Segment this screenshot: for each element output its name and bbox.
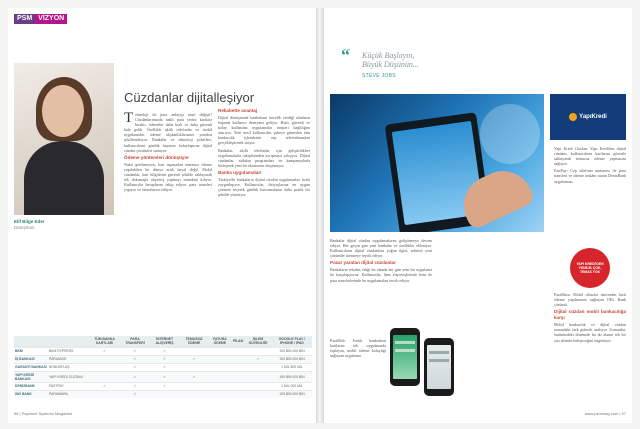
app-name: FASTPAY: [48, 382, 88, 390]
download-count: 150 BİN 000 BİN: [272, 371, 312, 382]
brand-label: PSM: [14, 14, 35, 24]
payment-text: Nakit gerekmeyen, kart taşımadan temassız ödeme yapılabilen bir dünya artık hayal değil. Mobil cüzdanlar, kart bilgilerini güvenli şekilde saklayarak tek dokunuşla alışveriş yapmayı mümkün kılıyor. Kullanıcılar hesaplarını takip ediyor, para transferi yapıyor ve faturalarını ödüyor.: [124, 161, 212, 193]
table-header-cell: GOOGLE PLAY / İPHONE / IPAD: [272, 336, 312, 347]
article-column-1: [124, 112, 212, 332]
feature-check: [208, 363, 232, 371]
feature-check: [208, 347, 232, 355]
right-intro-text: Bankalar dijital cüzdan uygulamalarını geliştirmeye devam ediyor. Her geçen gün yeni bankalar ve özellikler ekleniyor. Kullanıcıların dijital cüzdanlara yoğun ilgisi, sektörü yeni çözümler üretmeye teşvik ediyor.: [330, 238, 432, 259]
paramara-text: ParaMara: Mobil cihazlar üzerinden hızlı ödeme yapılmasını sağlayan ING Bank çözümü.: [554, 292, 626, 308]
app-name: BKM EXPRESS: [48, 347, 88, 355]
table-header-cell: TEMASSIZ ÖDEME: [180, 336, 208, 347]
right-column-3: [554, 146, 626, 246]
feature-check: ✓: [180, 355, 208, 363]
section-header: [14, 14, 67, 24]
left-page: [8, 8, 316, 423]
market-text: Bankaların rekabet ettiği bu alanda her gün yeni bir uygulama ile karşılaşıyoruz. Kullanıcılar, hem alışverişlerinde hem de para transferlerinde bu uygulamaları tercih ediyor.: [330, 267, 432, 283]
feature-check: [244, 390, 272, 398]
sponsor-name: YapıKredi: [579, 114, 607, 120]
feature-check: [244, 382, 272, 390]
feature-check: ✓: [121, 390, 149, 398]
author-role: Danışman: [14, 225, 35, 230]
subheading-payment: Ödeme yöntemleri dönüşüyor: [124, 154, 190, 160]
feature-check: [232, 347, 244, 355]
tablet-photo: [330, 94, 544, 232]
page-folio-right: www.psmmag.com | 57: [584, 411, 626, 416]
table-row: [14, 390, 312, 398]
feature-check: [208, 371, 232, 382]
feature-check: ✓: [149, 371, 180, 382]
table-row: [14, 363, 312, 371]
pull-quote: [362, 51, 419, 69]
author-portrait: [14, 63, 114, 215]
article-column-2: [218, 106, 310, 332]
feature-check: ✓: [149, 382, 180, 390]
feature-check: [208, 382, 232, 390]
feature-check: [232, 382, 244, 390]
feature-check: ✓: [149, 347, 180, 355]
feature-check: [180, 382, 208, 390]
subheading-future: Dijital cüzdan mobil bankacılığa karşı: [554, 309, 626, 321]
quote-line-2: Büyük Düşünün...: [362, 60, 419, 69]
download-count: 1 MİL 500 MİL: [272, 363, 312, 371]
table-row: [14, 371, 312, 382]
feature-check: [232, 363, 244, 371]
feature-check: ✓: [121, 355, 149, 363]
table-header-cell: FATURA ÖDEME: [208, 336, 232, 347]
feature-check: [180, 347, 208, 355]
feature-check: [232, 355, 244, 363]
paramob-text: ParaMob: Farklı bankaların kartlarını tek uygulamada toplayan, mobil ödeme kolaylığı sağlayan uygulama.: [330, 338, 386, 359]
table-row: [14, 355, 312, 363]
table-row: [14, 382, 312, 390]
security-text: Dijital dönüşümde bankaların öncelik verdiği alanların başında kullanıcı deneyimi geliyor. Hızlı, güvenli ve kolay kullanılan uygulamalar müşteri bağlılığını artırıyor. Yeni nesil kullanıcılar, şubeye gitmeden tüm bankacılık işlemlerini cep telefonlarından gerçekleştirmek istiyor.: [218, 115, 310, 146]
app-name: BONUSFLAŞ: [48, 363, 88, 371]
bank-name: GARANTİ BANKASI: [15, 365, 47, 369]
table-header-row: [14, 336, 312, 347]
subheading-security: Rekabette avantaj: [218, 108, 258, 113]
feature-check: ✓: [88, 382, 121, 390]
feature-check: ✓: [149, 363, 180, 371]
feature-check: [180, 390, 208, 398]
table-header-cell: İŞLEM GÜVENLİĞİ: [244, 336, 272, 347]
quote-line-1: Küçük Başlayın,: [362, 51, 415, 60]
feature-check: ✓: [180, 371, 208, 382]
table-header-cell: TÜM BANKA KARTLARI: [88, 336, 121, 347]
phone-image-2: [424, 338, 454, 396]
feature-check: [88, 390, 121, 398]
right-column-4: [554, 292, 626, 408]
comparison-table: [14, 336, 312, 398]
table-header-cell: PİLAN: [232, 336, 244, 347]
feature-check: [88, 355, 121, 363]
feature-check: [244, 371, 272, 382]
bank-name: BKM: [14, 347, 48, 355]
feature-check: [232, 390, 244, 398]
feature-check: ✓: [121, 382, 149, 390]
feature-check: [244, 347, 272, 355]
yapikredi-text: Yapı Kredi Cüzdan: Yapı Kredi'nin dijital cüzdanı, kullanıcıların kartlarını güvenle saklayarak temassız ödeme yapmasını sağlıyor.: [554, 146, 626, 167]
table-header-cell: İNTERNET ALIŞVERİŞ: [149, 336, 180, 347]
table-header-cell: PARA TRANSFERİ: [121, 336, 149, 347]
feature-check: [208, 355, 232, 363]
promo-badge: YAPI KREDİ'DEN YENİLİK ÇOK, TEMAS YOK: [570, 248, 610, 288]
quote-author: STEVE JOBS: [362, 73, 396, 79]
table-row: [14, 347, 312, 355]
feature-check: [149, 390, 180, 398]
banking-text: Türkiye'de bankaların dijital cüzdan uygulamaları hızla yaygınlaşıyor. Kullanıcılar, ihtiyaçlarına en uygun çözümü seçerek günlük harcamalarını daha pratik bir şekilde yönetiyor.: [218, 176, 310, 198]
intro-text: eknoloji ile para anlayışı nasıl değişti? Cüzdanlarımızda nakit para yerini kartlara bıraktı, ödemeler daha hızlı ve daha güvenli hale geldi. Özellikle akıllı telefonlar ve mobil uygulamalar, ödeme alışkanlıklarımızı yeniden şekillendiriyor. Bankalar ve teknoloji şirketleri, kullanıcıların günlük hayatını kolaylaştıran dijital cüzdan çözümleri sunuyor.: [124, 112, 212, 153]
right-column-2-top: [442, 238, 550, 298]
table-header-cell: [14, 336, 48, 347]
sponsor-logo: [569, 113, 607, 121]
feature-check: [244, 363, 272, 371]
phone-image-1: [390, 328, 420, 386]
right-column-1: [330, 238, 432, 334]
logo-mark-icon: [569, 113, 577, 121]
subheading-market: Pazar yaratan dijital cüzdanlar: [330, 260, 396, 266]
feature-check: [180, 363, 208, 371]
bank-name: ING BANK: [14, 390, 48, 398]
page-folio-left: 56 | Payment Systems Magazine: [14, 411, 73, 416]
download-count: 150 BİN 000 BİN: [272, 390, 312, 398]
app-name: PARAMARA: [48, 390, 88, 398]
subheading-banking: Banka uygulamaları: [218, 169, 262, 175]
feature-check: ✓: [121, 363, 149, 371]
sponsor-ad: [550, 94, 626, 140]
feature-check: ✓: [88, 347, 121, 355]
section-label: VİZYON: [35, 14, 67, 24]
feature-check: ✓: [121, 371, 149, 382]
table-body: [14, 347, 312, 398]
feature-check: [232, 371, 244, 382]
download-count: 150 BİN 000 BİN: [272, 347, 312, 355]
right-page: [324, 8, 632, 423]
right-column-1b: [330, 338, 386, 408]
drop-cap: T: [124, 112, 134, 126]
download-count: 1 MİL 000 MİL: [272, 382, 312, 390]
author-name: Elif Bilge Eder: [14, 219, 45, 224]
bank-name: YAPI KREDİ BANKASI: [14, 371, 48, 382]
future-text: Mobil bankacılık ve dijital cüzdan arasındaki fark giderek azalıyor. Uzmanlar, önümüzdeki dönemde bu iki alanın tek bir çatı altında birleşeceğini öngörüyor.: [554, 322, 626, 343]
feature-check: [88, 363, 121, 371]
feature-check: ✓: [244, 355, 272, 363]
article-headline: Cüzdanlar dijitalleşiyor: [124, 90, 255, 105]
security-text-2: Bankalar, akıllı telefonlar için geliştirdikleri uygulamalarla rakiplerinden ayrışmaya çalışıyor. Dijital cüzdanlar, sadakat programları ve kampanyalarla birleşerek yeni bir ekosistem oluşturuyor.: [218, 147, 310, 168]
page-gutter: [316, 8, 324, 423]
app-name: PARAMOB: [48, 355, 88, 363]
quote-mark: “: [341, 45, 350, 65]
fastpay-text: FastPay: Cep telefonu numarası ile para transferi ve ödeme imkânı sunan DenizBank uygulaması.: [554, 168, 626, 184]
feature-check: ✓: [149, 355, 180, 363]
bank-name: DENİZBANK: [14, 382, 48, 390]
feature-check: [208, 390, 232, 398]
feature-check: ✓: [121, 347, 149, 355]
feature-check: [88, 371, 121, 382]
app-name: YAPI KREDİ CÜZDAN: [48, 371, 88, 382]
download-count: 150 BİN 000 BİN: [272, 355, 312, 363]
bank-name: İŞ BANKASI: [14, 355, 48, 363]
table-header-cell: [48, 336, 88, 347]
